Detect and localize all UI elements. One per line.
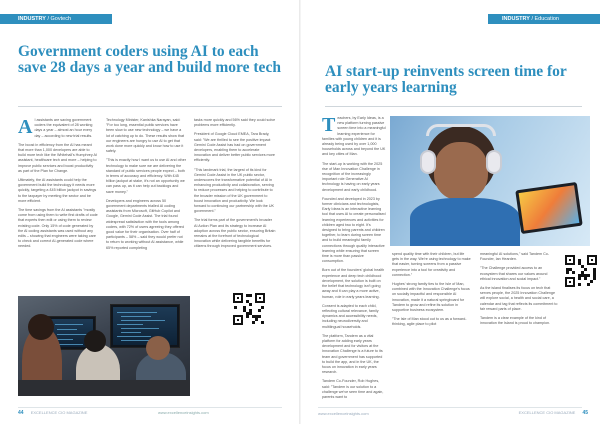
paragraph: "The Isle of Man stood out to us as a forward-thinking, agile place to pilot	[392, 317, 467, 327]
child-face	[434, 142, 488, 200]
paragraph: Ultimately, the AI assistants could help the government build the technology it needs more quickly, targeting a £45 billion jackpot in savings to the taxpayer by meeting the sector and be more efficient.	[18, 178, 97, 203]
paragraph: Founded and developed in 2023 by former clinicians and technologists, Early Ideas is an interactive learning tool that uses AI to create personalised learning experiences and activities for children aged two to eight. It's designed to bring parents and children together, to learn during screen time and to build meaningful family connections through quality interactive learning while ensuring that screen time is more than passive consumption.	[322, 196, 386, 264]
section-label: INDUSTRY	[502, 16, 530, 22]
article-column-2	[106, 118, 186, 298]
tablet-image	[515, 182, 583, 234]
paragraph: eachers, by Early Ideas, is a new platform turning passive screen time into a meaningful learning experience for families with young children and it is already being used by over 1,000 households across and beyond the UK and key cities of Man.	[322, 116, 386, 157]
paragraph: I assistants are saving government coders the equivalent of 28 working days a year – almost an hour every day – according to new trial results.	[34, 118, 93, 138]
section-band: INDUSTRY / Education	[488, 14, 600, 24]
article-column-3	[480, 252, 558, 412]
drop-cap: T	[322, 116, 336, 136]
monitor-image	[110, 304, 180, 348]
desk	[18, 380, 190, 396]
article-headline: Government coders using AI to each save 28 days a year and build more tech	[18, 43, 281, 76]
paragraph: tasks more quickly and 56% said they could solve problems more efficiently.	[194, 118, 276, 128]
headphones-icon	[420, 150, 436, 174]
article-headline: AI start-up reinvents screen time for early years learning	[325, 63, 567, 96]
paragraph: President of Google Cloud EMEA, Tara Brady, said: "We are thrilled to see the positive impact Gemini Code Assist has had on government developers, enabling them to accelerate innovation and deliver better public services more efficiently.	[194, 132, 275, 163]
paragraph: The platform, Tandem as a vital platform for adding early years development and for visitors at the Innovation Challenge is a future to its team and government has supported to build the app, and in the UK, the focus on innovation in early years research.	[322, 333, 383, 375]
paragraph: Tandem is a clear example of the kind of innovation the Island is proud to champion.	[480, 316, 551, 326]
article-column-1	[322, 116, 386, 412]
page-footer	[519, 410, 588, 416]
paragraph: "This landmark trial, the largest of its kind for Gemini Code Assist in the UK public sector, underscores the transformative potential of AI in enhancing productivity and collaboration, serving to reduce processes and helping to contribute to the broader mission of the UK government to boost innovation and productivity. We look forward to continuing our partnership with the UK government."	[194, 167, 274, 214]
paragraph: Hughes' strong family ties to the Isle of Man, combined with the Innovation Challenge's focus on socially impactful and responsible AI innovation, made it a natural springboard for Tandem to grow and refine its solution in supportive business ecosystem.	[392, 282, 470, 313]
qr-code[interactable]	[564, 254, 598, 288]
paragraph: The boost in efficiency from the AI has meant that more than 1,000 developers are able to build more tech like the Whitehall's Humphrey AI assistant, healthcare tech and more – helping to improve public services and boost productivity as part of the Plan for Change.	[18, 142, 97, 173]
page-number: 44	[18, 410, 24, 416]
qr-code[interactable]	[232, 292, 266, 326]
paragraph: Technology Minister, Kanishka Narayan, said: "For too long, essential public services have been slow to use new technology – we have a lot of catching up to do. These results show that our engineers are hungry to use AI to get that work done more quickly and know how to use it safely.	[106, 118, 185, 154]
headline-divider	[18, 106, 282, 107]
coders-photo	[18, 296, 190, 396]
paragraph: The start-up is working with the 2025 rise of Man Innovation Challenge in recognition of the increasingly important role Generative AI technology is having on early years development and early childhood.	[322, 161, 383, 192]
section-label: INDUSTRY	[18, 16, 46, 22]
paragraph: Consent is adapted to each child, reflecting cultural relevance, family dynamics and accessibility needs, including neurodiversity and multilingual households.	[322, 303, 379, 329]
paragraph: meaningful AI solutions," said Tandem Co-Founder, Ian Hearden.	[480, 252, 550, 262]
drop-cap: A	[18, 118, 33, 138]
child-tablet-photo	[390, 116, 590, 246]
footer-divider	[318, 407, 582, 408]
section-band: INDUSTRY / Govtech	[0, 14, 112, 24]
child-shirt	[410, 198, 520, 246]
paragraph: As the island finalises its focus on tech that serves people, the 2025 Innovation Challenge will explore social, a health and social care, a calendar and tag that reflects its commitment to fair reward parts of place.	[480, 286, 558, 311]
article-column-2	[392, 252, 472, 412]
article-column-3	[194, 118, 276, 283]
footer-brand: EXCELLENCE CIO MAGAZINE	[518, 410, 576, 415]
footer-url[interactable]: www.excellenceinsights.com	[158, 410, 209, 415]
footer-divider	[18, 407, 282, 408]
page-number: 45	[582, 410, 588, 416]
paragraph: Tandem Co-Founder, Rob Hughes, said: "Tandem is our solution to a challenge we've seen time and again, parents want to	[322, 379, 384, 399]
paragraph: The trial forms part of the government's broader AI Action Plan and its strategy to increase AI adoption across the public sector, ensuring Britain remains at the forefront of technological innovation while delivering tangible benefits for citizens through improved government services.	[194, 218, 276, 249]
page-footer	[18, 410, 282, 416]
headline-divider	[325, 106, 582, 107]
paragraph: spend quality time with their children, but life gets in the way. We're using technology to make that easier, turning screens from a passive experience into a tool for creativity and connection."	[392, 252, 471, 277]
paragraph: "The Challenge provided access to an ecosystem that shares our values around ethical innovation and social impact."	[480, 266, 548, 281]
footer-brand: EXCELLENCE CIO MAGAZINE	[30, 410, 88, 415]
paragraph: Developers and engineers across 50 government departments trialled AI coding assistants from Microsoft, GitHub Copilot and Google, Gemini Code Assist. The trial found widespread satisfaction with the tools among coders, with 72% of users agreeing they offered good value for their organisation. Over half of participants – 58% – said they would prefer not to return to working without AI assistance, while 65% reported completing	[106, 198, 185, 250]
footer-url[interactable]: www.excellenceinsights.com	[318, 411, 369, 416]
paragraph: Born out of the founders' global health experience and deep tech childhood development, the solution is built on the belief that technology isn't going away and it can play a more active, human, role in early years learning.	[322, 268, 385, 299]
section-sublabel: Govtech	[50, 16, 71, 22]
paragraph: "This is exactly how I want us to use AI and other technology to make sure we are delivering the standard of public services people expect – both in terms of accuracy and efficiency. With £45 billion jackpot at stake, it's not an opportunity we can pass up, as it can help cut backlogs and save money."	[106, 158, 186, 194]
article-column-1	[18, 118, 98, 298]
paragraph: The time savings from the AI assistants "mostly come from using them to write first drafts of code that experts then edit or using them to review existing code. Only 15% of code generated by the AI coding assistants was used without any edits – showing that engineers were taking care to check and correct AI-generated code where needed.	[18, 208, 98, 249]
section-sublabel: Education	[534, 16, 559, 22]
